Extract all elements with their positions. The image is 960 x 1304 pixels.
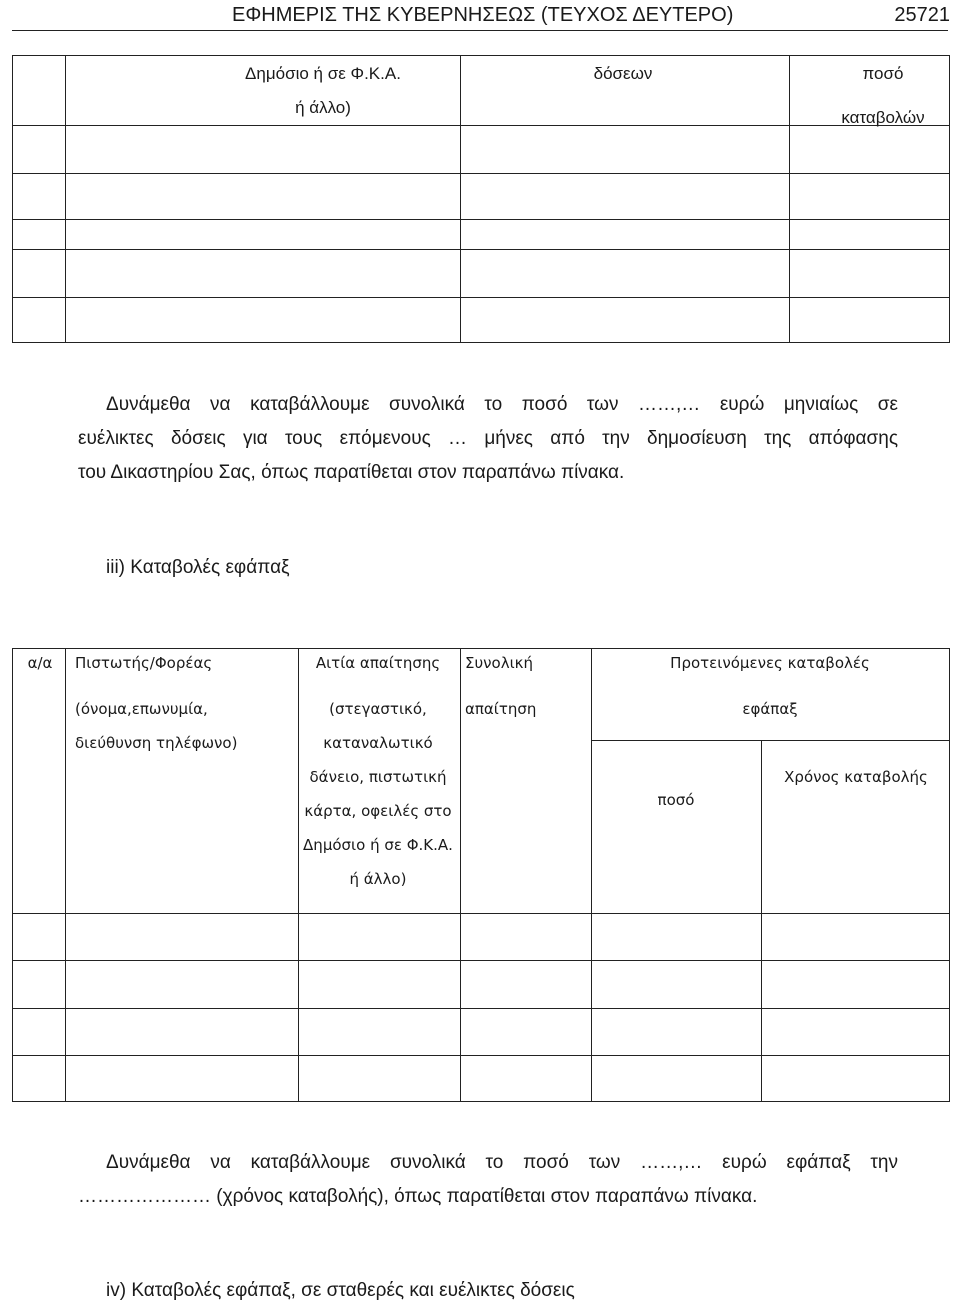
col-divider xyxy=(460,56,461,342)
table1-cause-line2: ή άλλο) xyxy=(295,98,351,117)
row-divider xyxy=(13,1055,949,1056)
col-divider xyxy=(789,56,790,342)
running-header-title: ΕΦΗΜΕΡΙΣ ΤΗΣ ΚΥΒΕΡΝΗΣΕΩΣ (ΤΕΥΧΟΣ ΔΕΥΤΕΡΟ) xyxy=(232,4,734,26)
table1-payments: καταβολών xyxy=(841,108,925,127)
header-payment-time: Χρόνος καταβολής xyxy=(784,768,928,786)
table1-installments: δόσεων xyxy=(593,64,653,83)
table1-amount: ποσό xyxy=(862,64,904,83)
header-cause-line5: κάρτα, οφειλές στο xyxy=(304,802,452,820)
subheader-divider xyxy=(591,740,949,741)
header-creditor-line2: (όνομα,επωνυμία, xyxy=(75,700,208,718)
header-cause-line3: καταναλωτικό xyxy=(323,734,433,752)
lump-sum-paragraph xyxy=(78,1146,898,1214)
row-divider xyxy=(13,913,949,914)
header-proposed-line1: Προτεινόμενες καταβολές xyxy=(670,654,870,672)
header-cause-line6: Δημόσιο ή σε Φ.Κ.Α. xyxy=(303,836,453,854)
header-creditor-line3: διεύθυνση τηλέφωνο) xyxy=(75,734,238,752)
table1-cause-line1: Δημόσιο ή σε Φ.Κ.Α. xyxy=(245,64,401,83)
lump-sum-payments-table xyxy=(12,648,950,1102)
paragraph2-line2: ………………… (χρόνος καταβολής), όπως παρατίθεται στον παραπάνω πίνακα. xyxy=(78,1186,758,1207)
header-aa: α/α xyxy=(27,654,53,672)
row-divider xyxy=(13,173,949,174)
page-number: 25721 xyxy=(894,4,950,26)
section-heading-lump-sum: iii) Καταβολές εφάπαξ xyxy=(106,557,290,578)
row-divider xyxy=(13,297,949,298)
header-proposed-line2: εφάπαξ xyxy=(742,700,798,718)
header-total-line1: Συνολική xyxy=(465,654,534,672)
header-cause-line2: (στεγαστικό, xyxy=(329,700,427,718)
row-divider xyxy=(13,249,949,250)
paragraph1-line2: ευέλικτες δόσεις για τους επόμενους … μήνες από την δημοσίευση της απόφασης xyxy=(78,428,898,449)
paragraph2-line1: Δυνάμεθα να καταβάλλουμε συνολικά το ποσό των ……,… ευρώ εφάπαξ την xyxy=(106,1152,898,1173)
row-divider xyxy=(13,125,949,126)
col-divider xyxy=(65,649,66,1101)
header-cause-line1: Αιτία απαίτησης xyxy=(315,654,441,672)
installments-table-continuation xyxy=(12,55,950,343)
section-heading-mixed-payments: iv) Καταβολές εφάπαξ, σε σταθερές και ευέλικτες δόσεις xyxy=(106,1280,575,1301)
header-cause-line7: ή άλλο) xyxy=(349,870,407,888)
row-divider xyxy=(13,1008,949,1009)
row-divider xyxy=(13,219,949,220)
col-divider xyxy=(298,649,299,1101)
header-cause-line4: δάνειο, πιστωτική xyxy=(309,768,447,786)
row-divider xyxy=(13,960,949,961)
paragraph1-line1: Δυνάμεθα να καταβάλλουμε συνολικά το ποσό των ……,… ευρώ μηνιαίως σε xyxy=(106,394,898,415)
col-divider-amount-time xyxy=(761,740,762,1101)
header-amount: ποσό xyxy=(657,791,695,809)
header-rule xyxy=(12,30,948,31)
header-creditor-line1: Πιστωτής/Φορέας xyxy=(75,654,213,672)
col-divider xyxy=(65,56,66,342)
col-divider xyxy=(460,649,461,1101)
monthly-installments-paragraph xyxy=(78,388,898,490)
paragraph1-line3: του Δικαστηρίου Σας, όπως παρατίθεται στον παραπάνω πίνακα. xyxy=(78,462,625,483)
header-total-line2: απαίτηση xyxy=(465,700,537,718)
